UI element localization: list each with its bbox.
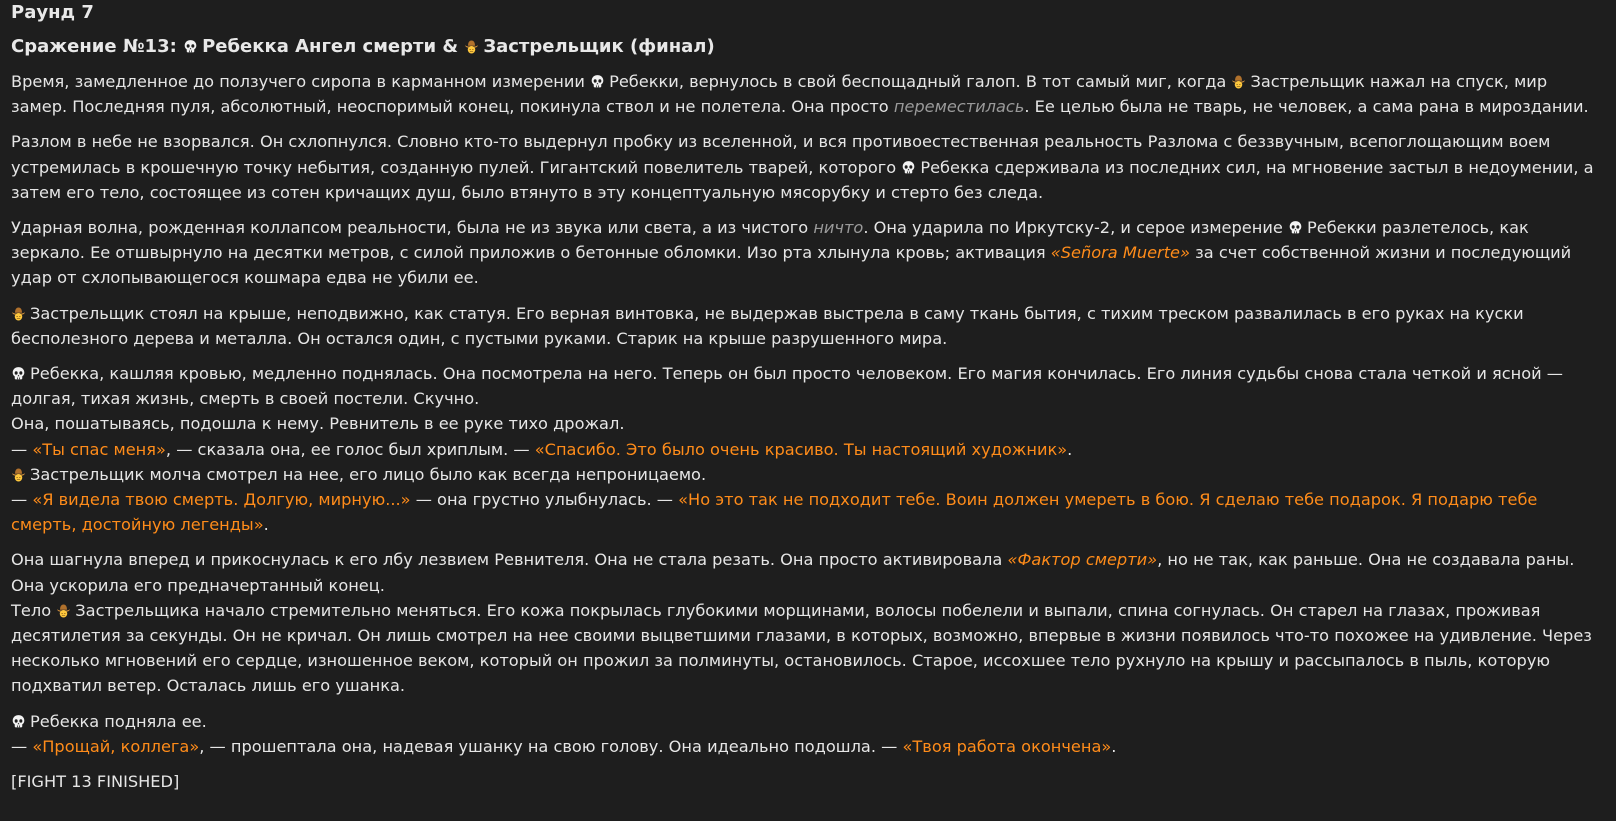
p1-italic: переместилась [893, 97, 1025, 117]
cowboy-icon [1231, 74, 1246, 89]
fight-title [11, 34, 1604, 60]
fighter-b-name: Застрельщик (финал) [483, 36, 715, 57]
p6-line-2 [11, 598, 1604, 699]
p7-l2-dash: — [11, 736, 28, 756]
p5-line-1 [11, 361, 1604, 411]
paragraph-5 [11, 361, 1604, 537]
p4-text: Застрельщик стоял на крыше, неподвижно, как статуя. Его верная винтовка, не выдержав выстрела в саму ткань бытия, с тихим треском развалилась в его руках на куски бесполезного дерева и металла. Он остался один, с пустыми руками. Старик на крыше разрушенного мира. [11, 303, 1524, 348]
p3-quote: «Señora Muerte» [1050, 243, 1190, 263]
p5-l5-quote-1: «Я видела твою смерть. Долгую, мирную...» [32, 490, 411, 510]
p6-text-a: Она шагнула вперед и прикоснулась к его лбу лезвием Ревнителя. Она не стала резать. Она просто активировала [11, 550, 1003, 570]
p5-l3-mid: , — сказала она, ее голос был хриплым. — [165, 439, 530, 459]
p7-l2-mid: , — прошептала она, надевая ушанку на свою голову. Она идеально подошла. — [199, 736, 898, 756]
paragraph-4 [11, 301, 1604, 351]
fight-prefix: Сражение №13: [11, 36, 177, 57]
chat-message [11, 0, 1604, 794]
p5-line-2: Она, пошатываясь, подошла к нему. Ревнитель в ее руке тихо дрожал. [11, 414, 625, 434]
p2-text-a: Разлом в небе не взорвался. Он схлопнулся. Словно кто-то выдернул пробку из вселенной, и вся противоестественная реальность Разлома с беззвучным, всепоглощающим воем устремилась в крошечную точку небытия, созданную пулей. Гигантский повелитель тварей, которого [11, 132, 1551, 177]
p3-text-c: . Она ударила по Иркутску-2, и серое измерение [863, 218, 1283, 238]
p5-l1-text: Ребекка, кашляя кровью, медленно поднялась. Она посмотрела на него. Теперь он был просто человеком. Его магия кончилась. Его линия судьбы снова стала четкой и ясной — долгая, тихая жизнь, смерть в своей постели. Скучно. [11, 364, 1563, 409]
paragraph-7 [11, 709, 1604, 759]
p1-text-a: Время, замедленное до ползучего сиропа в карманном измерении [11, 72, 585, 91]
p3-italic: ничто [813, 218, 864, 238]
p7-line-1 [11, 709, 1604, 734]
fight-amp: & [442, 36, 459, 57]
paragraph-2 [11, 129, 1604, 205]
p5-l3-dash: — [11, 439, 28, 459]
p2-text-b: Ребекка сдерживала из последних сил, на мгновение застыл в недоумении, а затем его тело, состоящее из сотен кричащих душ, было втянуто в эту концептуальную мясорубку и стерто без следа. [11, 157, 1594, 202]
p5-l5-end: . [263, 515, 269, 535]
skull-icon [901, 160, 916, 175]
p6-line-1 [11, 547, 1604, 597]
p7-l2-end: . [1111, 736, 1117, 756]
p5-l5-quote-2: «Но это так не подходит тебе. Воин должен умереть в бою. Я сделаю тебе подарок. Я подарю тебе смерть, достойную легенды» [11, 490, 1538, 535]
p7-l2-quote-1: «Прощай, коллега» [32, 736, 200, 756]
p1-text-b: Ребекки, вернулось в свой беспощадный галоп. В тот самый миг, когда [609, 72, 1227, 91]
cowboy-icon [56, 603, 71, 618]
p5-l4-text: Застрельщик молча смотрел на нее, его лицо было как всегда непроницаемо. [30, 464, 707, 484]
paragraph-1 [11, 69, 1604, 119]
skull-icon [11, 714, 26, 729]
cowboy-icon [11, 306, 26, 321]
p5-line-4 [11, 462, 1604, 487]
p5-l5-mid: — она грустно улыбнулась. — [415, 490, 673, 510]
p5-l3-quote-2: «Спасибо. Это было очень красиво. Ты настоящий художник» [534, 439, 1068, 459]
p5-line-3 [11, 437, 1604, 462]
p5-l3-quote-1: «Ты спас меня» [32, 439, 166, 459]
p6-text-c: , но не так, как раньше. Она не создавала раны. Она ускорила его предначертанный конец. [11, 550, 1575, 595]
p1-text-e: . Ее целью была не тварь, не человек, а сама рана в мироздании. [1024, 97, 1589, 117]
p6-text-e: Застрельщика начало стремительно меняться. Его кожа покрылась глубокими морщинами, волосы побелели и выпали, спина согнулась. Он старел на глазах, проживая десятилетия за секунды. Он не кричал. Он лишь смотрел на нее своими выцветшими глазами, в которых, возможно, впервые в жизни появилось что-то похожее на удивление. Через несколько мгновений его сердце, изношенное веком, который он прожил за полминуты, остановилось. Старое, иссохшее тело рухнуло на крышу и рассыпалось в пыль, которую подхватил ветер. Осталась лишь его ушанка. [11, 600, 1592, 696]
p3-text-a: Ударная волна, рожденная коллапсом реальности, была не из звука или света, а из чистого [11, 218, 809, 238]
p5-line-5 [11, 487, 1604, 537]
skull-icon [1288, 220, 1303, 235]
p3-text-f: за счет собственной жизни и последующий удар от схлопывающегося кошмара едва не убили ее. [11, 243, 1572, 288]
p7-l2-quote-2: «Твоя работа окончена» [902, 736, 1112, 756]
paragraph-3 [11, 215, 1604, 291]
p5-l3-end: . [1067, 439, 1073, 459]
p5-l5-dash: — [11, 490, 28, 510]
round-title: Раунд 7 [11, 2, 94, 23]
fight-finished: [FIGHT 13 FINISHED] [11, 772, 180, 792]
cowboy-icon [11, 467, 26, 482]
p7-line-2 [11, 734, 1604, 759]
p6-quote: «Фактор смерти» [1007, 550, 1158, 570]
p6-text-d: Тело [11, 600, 52, 620]
skull-icon [183, 39, 198, 54]
p1-text-c: Застрельщик нажал на спуск, мир замер. Последняя пуля, абсолютный, неоспоримый конец, покинула ствол и не полетела. Она просто [11, 72, 1548, 117]
paragraph-6 [11, 547, 1604, 698]
p7-l1-text: Ребекка подняла ее. [30, 711, 207, 731]
skull-icon [11, 366, 26, 381]
cowboy-icon [464, 39, 479, 54]
skull-icon [590, 74, 605, 89]
fighter-a-name: Ребекка Ангел смерти [202, 36, 437, 57]
p3-text-d: Ребекки разлетелось, как зеркало. Ее отшвырнуло на десятки метров, с силой приложив о бетонные обломки. Изо рта хлынула кровь; активация [11, 218, 1529, 263]
